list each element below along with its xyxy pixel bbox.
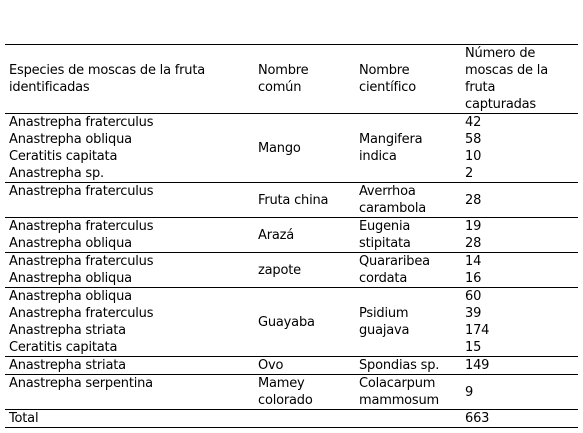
species-spacer [9, 392, 250, 409]
count-value: 19 [465, 219, 482, 234]
scientific-name: guajava [359, 323, 410, 338]
common-name: Mamey [258, 376, 305, 391]
species-name: Anastrepha fraterculus [9, 306, 154, 321]
common-name: zapote [258, 262, 301, 278]
total-value-cell [461, 410, 578, 428]
species-name: Anastrepha serpentina [9, 376, 153, 391]
common-name-cell [254, 218, 355, 253]
scientific-name: Colacarpum [359, 376, 436, 391]
header-count [461, 45, 578, 114]
common-name: Guayaba [258, 314, 315, 330]
count-value: 42 [465, 115, 482, 130]
scientific-name: Eugenia [359, 219, 411, 234]
total-label: Total [9, 411, 39, 426]
count-value: 58 [465, 132, 482, 147]
species-name: Anastrepha fraterculus [9, 115, 154, 130]
common-name: Fruta china [258, 192, 329, 208]
table-row [5, 114, 578, 183]
table-header-row [5, 45, 578, 114]
scientific-name: stipitata [359, 236, 411, 251]
count-value: 10 [465, 149, 482, 164]
scientific-name-cell [355, 253, 461, 288]
table-row [5, 357, 578, 375]
count-cell [461, 357, 578, 375]
scientific-name-cell [355, 375, 461, 410]
species-name: Anastrepha striata [9, 323, 126, 338]
scientific-name: carambola [359, 201, 427, 216]
species-name: Anastrepha sp. [9, 166, 104, 181]
species-name: Anastrepha fraterculus [9, 219, 154, 234]
header-count-line: Número de [465, 46, 536, 61]
species-cell [5, 253, 254, 288]
species-cell [5, 183, 254, 218]
species-cell [5, 114, 254, 183]
header-common-name-line: Nombre [258, 63, 309, 78]
species-cell [5, 375, 254, 410]
scientific-name-cell [355, 218, 461, 253]
count-cell [461, 375, 578, 410]
header-count-line: fruta [465, 80, 496, 95]
common-name: Arazá [258, 227, 294, 243]
count-value: 14 [465, 254, 482, 269]
species-cell [5, 288, 254, 357]
species-cell [5, 357, 254, 375]
count-value: 28 [465, 192, 482, 208]
count-value: 2 [465, 166, 474, 181]
count-value: 15 [465, 340, 482, 355]
common-name: Mango [258, 140, 301, 156]
header-count-line: capturadas [465, 97, 537, 112]
species-spacer [9, 200, 250, 217]
common-name-cell [254, 357, 355, 375]
header-common-name-line: común [258, 80, 302, 95]
total-empty-cell [355, 410, 461, 428]
scientific-name: Averrhoa [359, 184, 416, 199]
table-row [5, 253, 578, 288]
common-name-cell [254, 375, 355, 410]
count-cell [461, 288, 578, 357]
species-name: Anastrepha fraterculus [9, 254, 154, 269]
count-value: 60 [465, 289, 482, 304]
species-cell [5, 218, 254, 253]
scientific-name: Quararibea [359, 254, 430, 269]
common-name-cell [254, 114, 355, 183]
species-name: Ceratitis capitata [9, 149, 118, 164]
header-common-name [254, 45, 355, 114]
header-species-line: identificadas [9, 80, 90, 95]
header-scientific-name-line: científico [359, 80, 416, 95]
scientific-name-cell [355, 183, 461, 218]
count-cell [461, 114, 578, 183]
count-value: 39 [465, 306, 482, 321]
species-name: Anastrepha striata [9, 358, 126, 373]
table-row [5, 183, 578, 218]
count-value: 174 [465, 323, 490, 338]
scientific-name-cell [355, 288, 461, 357]
common-name-cell [254, 183, 355, 218]
species-name: Anastrepha obliqua [9, 289, 132, 304]
fruit-fly-table [5, 44, 578, 428]
count-value: 16 [465, 271, 482, 286]
scientific-name: indica [359, 149, 397, 164]
count-cell [461, 183, 578, 218]
common-name-cell [254, 288, 355, 357]
header-species [5, 45, 254, 114]
common-name: colorado [258, 393, 313, 408]
species-name: Ceratitis capitata [9, 340, 118, 355]
count-value: 149 [465, 358, 490, 373]
table-row [5, 288, 578, 357]
total-row [5, 410, 578, 428]
total-empty-cell [254, 410, 355, 428]
common-name-cell [254, 253, 355, 288]
header-count-line: moscas de la [465, 63, 548, 78]
scientific-name-cell [355, 114, 461, 183]
count-value: 9 [465, 384, 474, 400]
species-name: Anastrepha obliqua [9, 132, 132, 147]
header-scientific-name-line: Nombre [359, 63, 410, 78]
header-scientific-name [355, 45, 461, 114]
scientific-name: Psidium [359, 306, 409, 321]
scientific-name-cell [355, 357, 461, 375]
species-name: Anastrepha obliqua [9, 271, 132, 286]
species-name: Anastrepha fraterculus [9, 184, 154, 199]
header-species-line: Especies de moscas de la fruta [9, 63, 206, 78]
scientific-name: Mangifera [359, 132, 423, 147]
table-row [5, 218, 578, 253]
scientific-name: Spondias sp. [359, 358, 440, 373]
species-name: Anastrepha obliqua [9, 236, 132, 251]
count-cell [461, 218, 578, 253]
count-value: 28 [465, 236, 482, 251]
count-cell [461, 253, 578, 288]
total-value: 663 [465, 411, 490, 426]
total-label-cell [5, 410, 254, 428]
scientific-name: cordata [359, 271, 408, 286]
common-name: Ovo [258, 358, 284, 373]
table-row [5, 375, 578, 410]
scientific-name: mammosum [359, 393, 439, 408]
